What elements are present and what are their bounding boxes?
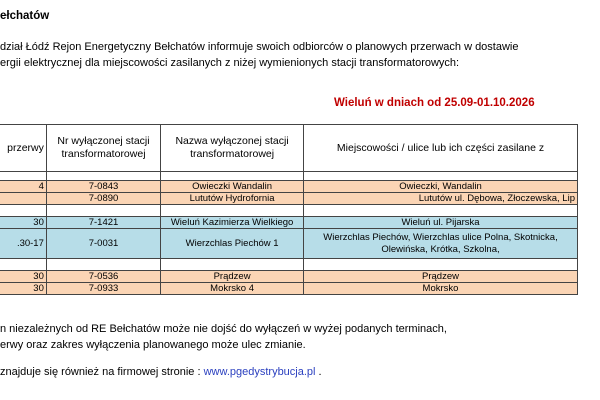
row-station: 7-0843	[46, 181, 160, 193]
table-row	[0, 193, 578, 205]
table-row	[0, 205, 578, 217]
header-outage-time: przerwy	[0, 125, 46, 172]
intro-line-1: dział Łódź Rejon Energetyczny Bełchatów informuje swoich odbiorców o planowych przerwach w dostawie	[0, 41, 519, 53]
row-station-name: Wieluń Kazimierza Wielkiego	[161, 217, 304, 229]
row-time: 30	[0, 271, 46, 283]
footer-website-prefix: znajduje się również na firmowej stronie :	[0, 366, 204, 378]
table-row	[0, 271, 578, 283]
row-time: .30-17	[0, 229, 46, 259]
row-station-name: Wierzchlas Piechów 1	[161, 229, 304, 259]
website-link[interactable]: www.pgedystrybucja.pl	[203, 366, 316, 378]
table-header-row	[0, 125, 578, 172]
row-station: 7-0536	[46, 271, 160, 283]
row-station: 7-0933	[46, 283, 160, 295]
footer-note-line-2: erwy oraz zakres wyłączenia planowanego może ulec zmianie.	[0, 339, 306, 351]
intro-line-2: ergii elektrycznej dla miejscowości zasilanych z niżej wymienionych stacji transformatorowych:	[0, 57, 460, 69]
outage-period-heading: Wieluń w dniach od 25.09-01.10.2026	[334, 97, 535, 109]
row-station-name	[161, 205, 304, 217]
row-places: Wieluń ul. Pijarska	[304, 217, 578, 229]
row-places: Mokrsko	[304, 283, 578, 295]
row-places: Prądzew	[304, 271, 578, 283]
row-time	[0, 193, 46, 205]
table-row	[0, 229, 578, 259]
row-places	[304, 259, 578, 271]
row-time: 4	[0, 181, 46, 193]
row-station	[46, 259, 160, 271]
row-station-name: Mokrsko 4	[161, 283, 304, 295]
row-station: 7-1421	[46, 217, 160, 229]
header-supplied-places: Miejscowości / ulice lub ich części zasilane z	[304, 125, 578, 172]
row-places	[304, 205, 578, 217]
row-time	[0, 259, 46, 271]
row-time: 30	[0, 283, 46, 295]
footer-website-suffix: .	[315, 366, 322, 378]
table-row	[0, 283, 578, 295]
row-time: 30	[0, 217, 46, 229]
table-row	[0, 217, 578, 229]
header-station-number: Nr wyłączonej stacji transformatorowej	[46, 125, 160, 172]
row-places: Owieczki, Wandalin	[304, 181, 578, 193]
footer-website-line	[0, 366, 322, 378]
row-station-name: Prądzew	[161, 271, 304, 283]
row-station: 7-0890	[46, 193, 160, 205]
footer-note-line-1: n niezależnych od RE Bełchatów może nie dojść do wyłączeń w wyżej podanych terminach,	[0, 323, 447, 335]
row-station-name: Owieczki Wandalin	[161, 181, 304, 193]
row-station-name: Lututów Hydrofornia	[161, 193, 304, 205]
row-places: Lututów ul. Dębowa, Złoczewska, Lip	[304, 193, 578, 205]
row-places-line-2: Olewińska, Krótka, Szkolna,	[381, 243, 500, 255]
row-time	[0, 205, 46, 217]
page-title: ełchatów	[0, 10, 50, 22]
outage-schedule-table	[0, 124, 578, 295]
table-row	[0, 181, 578, 193]
row-station-name	[161, 259, 304, 271]
row-places-line-1: Wierzchlas Piechów, Wierzchlas ulice Polna, Skotnicka,	[323, 231, 558, 243]
row-station	[46, 205, 160, 217]
row-station: 7-0031	[46, 229, 160, 259]
table-row	[0, 259, 578, 271]
row-places	[304, 229, 578, 259]
table-spacer-row	[0, 172, 578, 181]
header-station-name: Nazwa wyłączonej stacji transformatorowej	[161, 125, 304, 172]
